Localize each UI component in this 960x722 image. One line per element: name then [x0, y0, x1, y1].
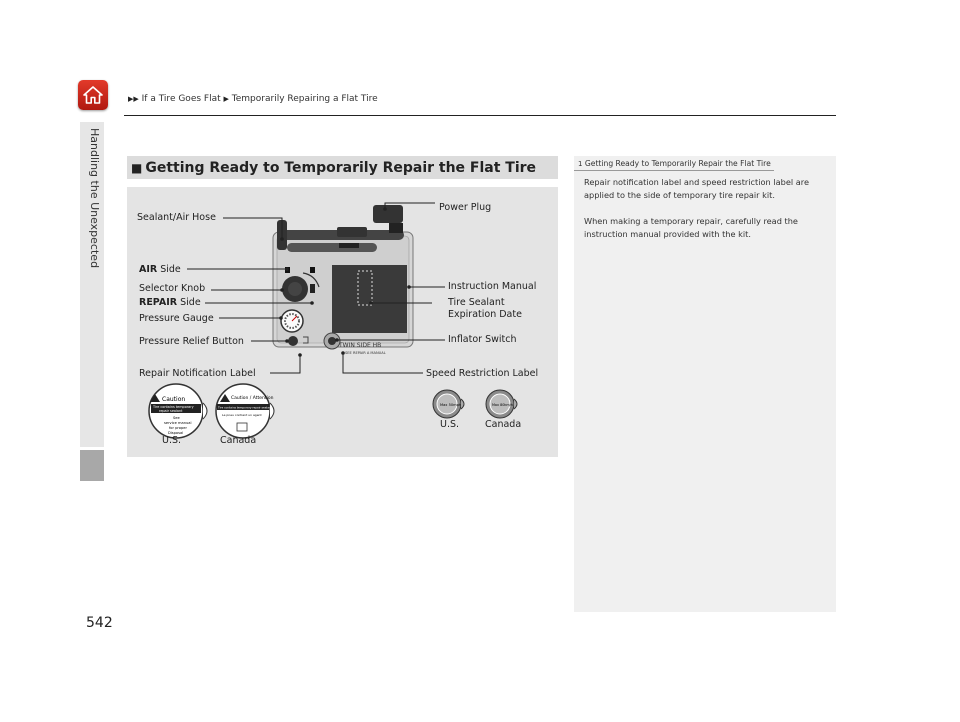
speed-label-canada — [486, 390, 517, 418]
section-title-bar — [127, 156, 558, 179]
us-line5: for proper — [169, 426, 187, 430]
ca-line2: Le pneu contient un agent — [222, 413, 262, 417]
us-line2: repair sealant — [159, 409, 183, 413]
kit-model-text: TWIN SIDE HB — [339, 342, 382, 349]
chapter-label: Handling the Unexpected — [88, 128, 101, 269]
home-button[interactable] — [78, 80, 108, 110]
breadcrumb — [128, 94, 378, 104]
speed-label-us — [433, 390, 464, 418]
label-power-plug: Power Plug — [439, 202, 492, 213]
header-divider — [124, 115, 836, 116]
repair-kit-figure — [127, 187, 558, 457]
ca-line1: Tire contains temporary repair sealant — [218, 405, 272, 410]
label-expiration-date: Expiration Date — [448, 309, 522, 320]
label-selector-knob: Selector Knob — [139, 283, 206, 294]
breadcrumb-current: Temporarily Repairing a Flat Tire — [231, 94, 378, 104]
note-divider — [574, 170, 774, 171]
label-air-rest: Side — [157, 264, 181, 275]
breadcrumb-link-flat-tire[interactable]: If a Tire Goes Flat — [141, 94, 221, 104]
section-title: Getting Ready to Temporarily Repair the Flat Tire — [145, 159, 537, 176]
note-title — [578, 159, 771, 168]
label-inflator-switch: Inflator Switch — [448, 334, 517, 345]
note-paragraph-1: Repair notification label and speed restriction label are applied to the side of temporary tire repair kit. — [584, 177, 809, 200]
ca-caution-text: Caution / Attention — [231, 396, 274, 401]
breadcrumb-arrow-icon: ▶ — [223, 95, 229, 103]
label-canada-speed: Canada — [485, 419, 522, 430]
chapter-thumb-index[interactable] — [80, 450, 104, 481]
note-link-icon: 1 — [578, 160, 583, 168]
us-line1: Tire contains temporary — [153, 405, 194, 409]
note-title-text: Getting Ready to Temporarily Repair the Flat Tire — [584, 159, 771, 168]
repair-label-us — [149, 384, 207, 438]
side-note — [574, 156, 836, 612]
label-air-bold: AIR — [139, 264, 158, 275]
label-sealant-hose: Sealant/Air Hose — [137, 212, 216, 223]
speed-us-text: Max 50mph — [440, 403, 462, 407]
kit-manual-text: SEE REPAIR A MANUAL — [345, 351, 386, 355]
label-air-side — [139, 264, 181, 275]
repair-label-canada — [216, 384, 274, 438]
label-relief-button: Pressure Relief Button — [139, 336, 244, 347]
label-instruction-manual: Instruction Manual — [448, 281, 537, 292]
label-repair-rest: Side — [177, 297, 201, 308]
home-icon — [83, 86, 103, 104]
label-tire-sealant: Tire Sealant — [448, 297, 505, 308]
label-us-speed: U.S. — [440, 419, 460, 430]
section-square-icon: ■ — [131, 160, 143, 175]
page-number: 542 — [86, 615, 113, 631]
label-repair-notification: Repair Notification Label — [139, 368, 256, 379]
breadcrumb-arrow-icon: ▶▶ — [128, 95, 139, 103]
label-us-repair: U.S. — [162, 435, 182, 446]
label-repair-bold: REPAIR — [139, 297, 178, 308]
label-repair-side — [139, 297, 201, 308]
note-paragraph-2: When making a temporary repair, carefully read the instruction manual provided with the kit. — [584, 216, 798, 239]
us-line6: Disposal — [168, 431, 184, 435]
us-line3: See — [173, 416, 180, 420]
speed-ca-text: Max 80km/h — [492, 403, 513, 407]
us-caution-text: Caution — [162, 396, 186, 403]
label-pressure-gauge: Pressure Gauge — [139, 313, 214, 324]
label-canada-repair: Canada — [220, 435, 257, 446]
us-line4: service manual — [164, 421, 192, 425]
label-speed-restriction: Speed Restriction Label — [426, 368, 539, 379]
